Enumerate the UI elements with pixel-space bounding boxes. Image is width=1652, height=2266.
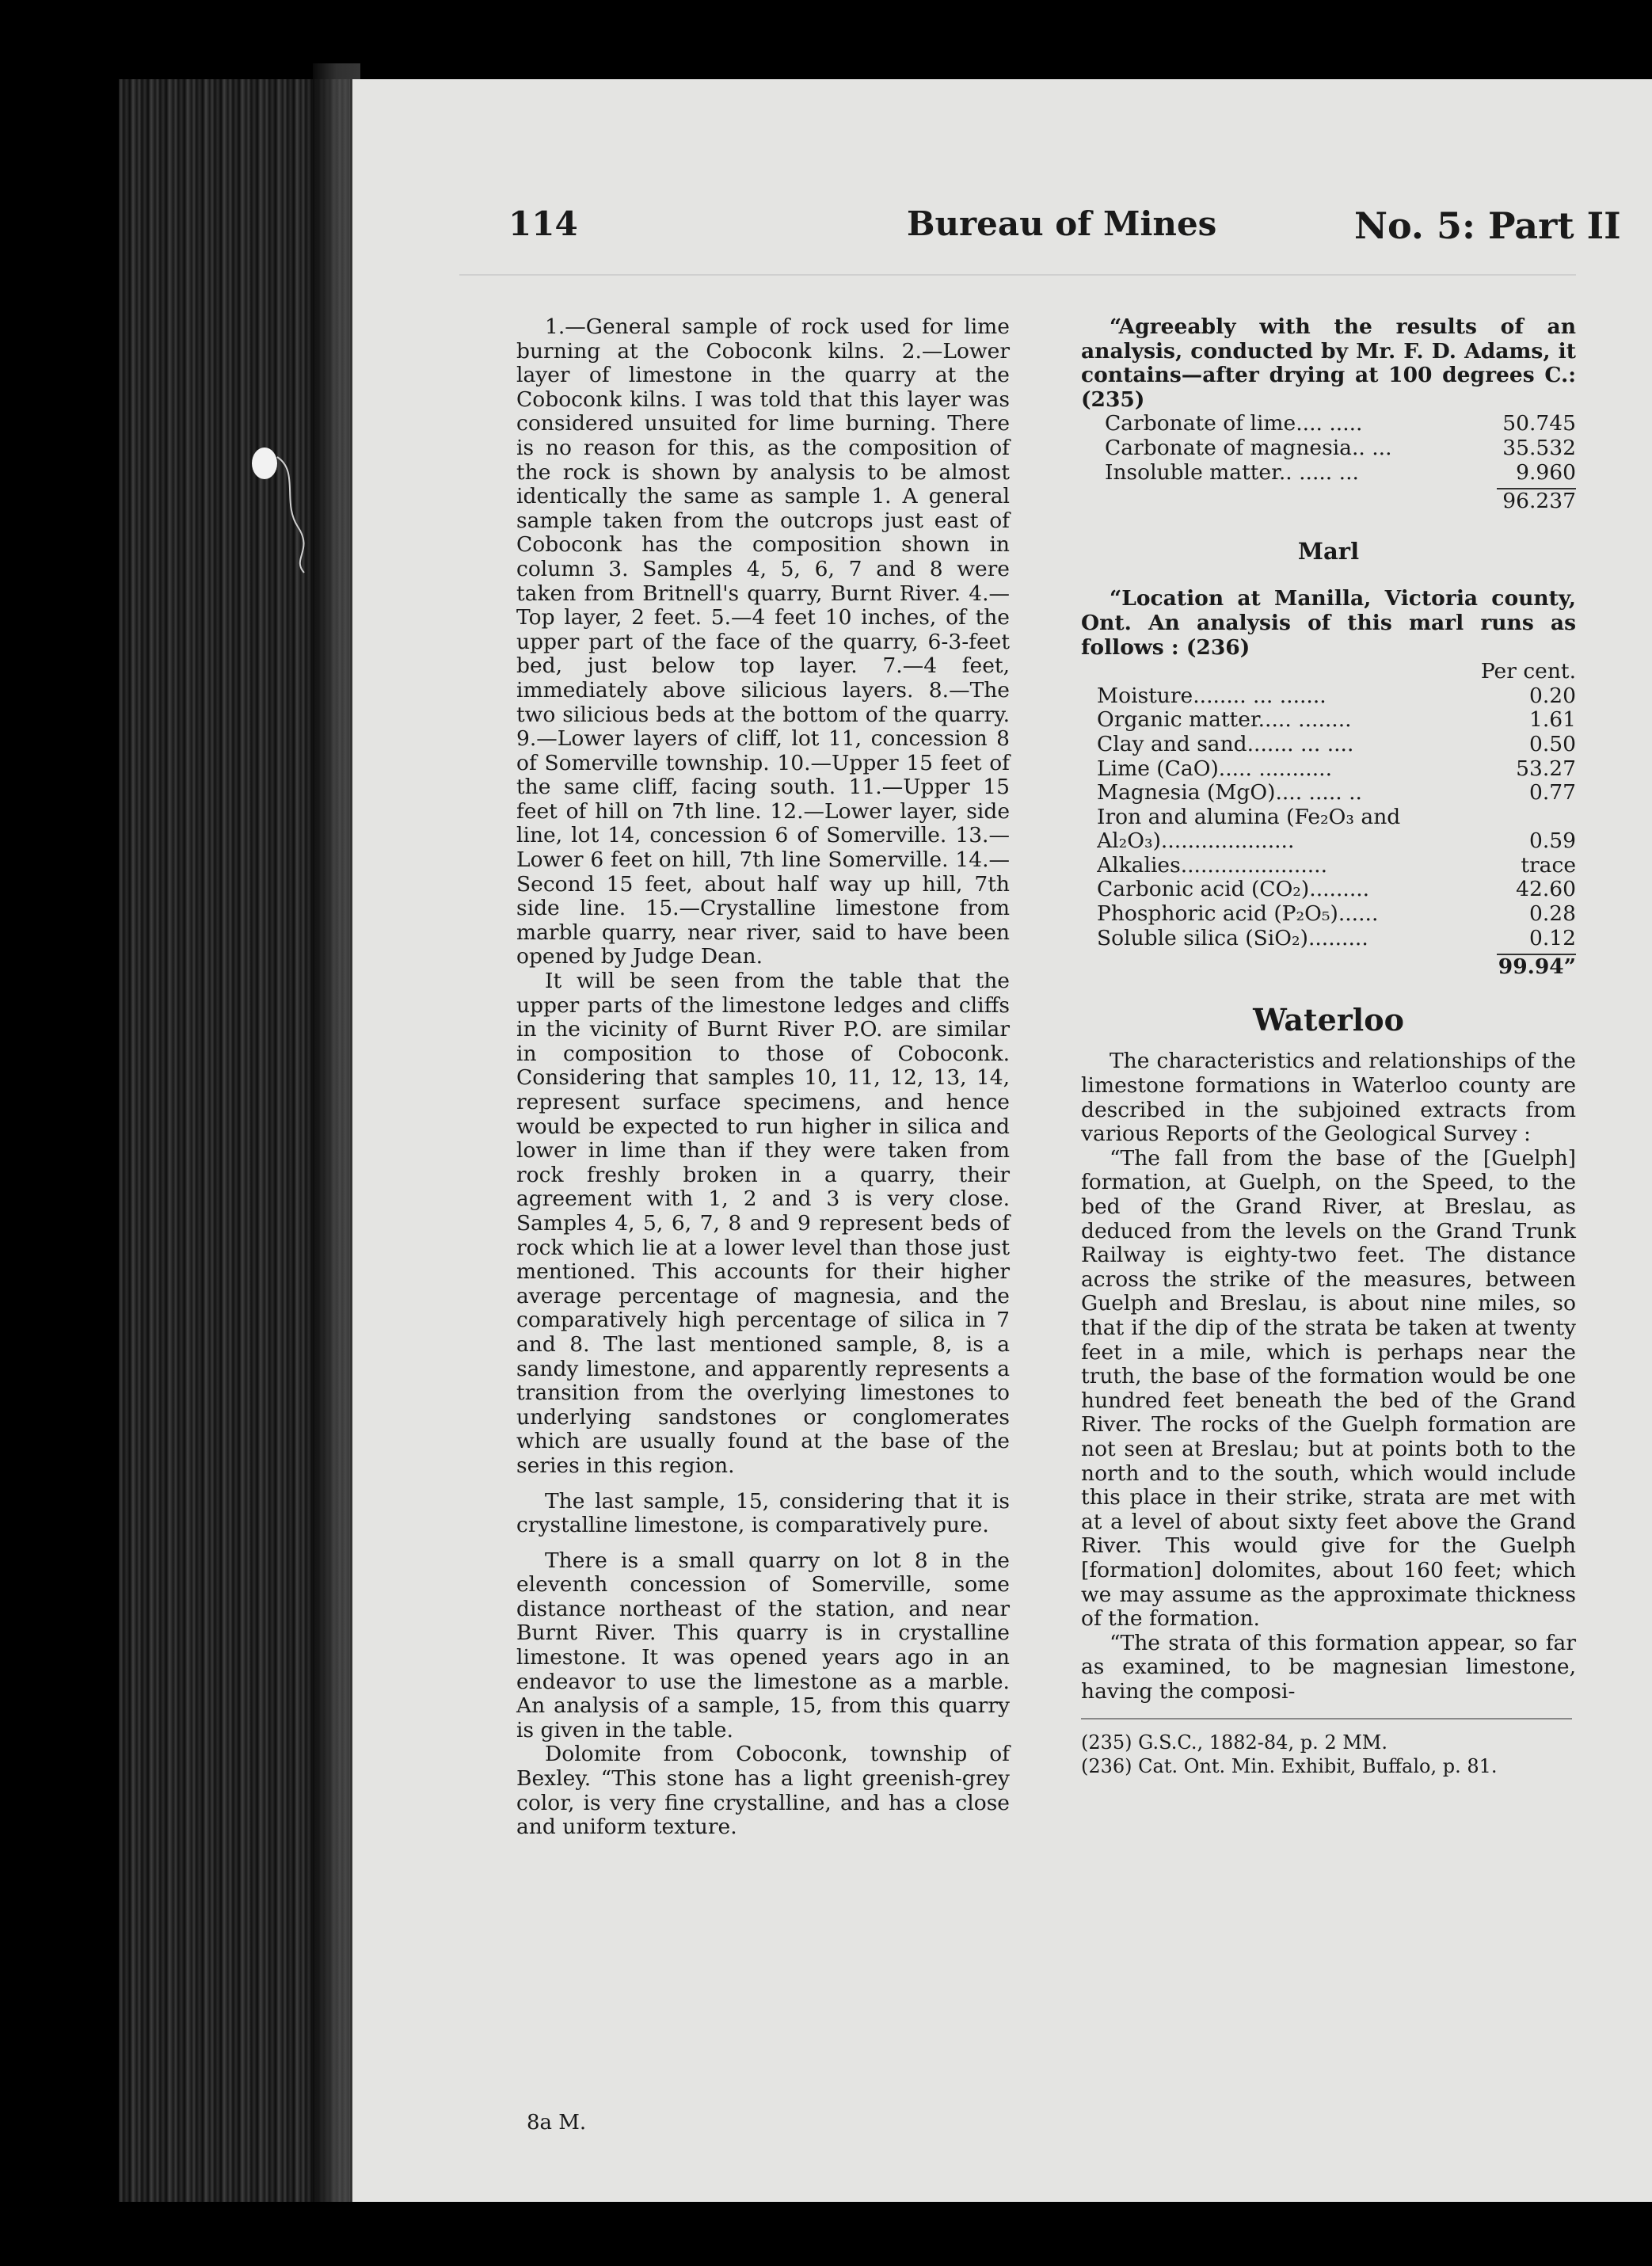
table-row <box>1097 733 1576 757</box>
table-row <box>1097 902 1576 927</box>
left-column <box>516 315 1010 1840</box>
row-label: Insoluble matter.. ..... ... <box>1105 460 1359 485</box>
row-label: Alkalies...................... <box>1097 853 1328 878</box>
comparison-paragraph: It will be seen from the table that the upper parts of the limestone ledges and cliffs in the vicinity of Burnt River P.O. are similar in composition to those of Coboconk. Considering that samples 10, 11, 12, 13, 14, represent surface specimens, and hence would be expected to run higher in silica and lower in lime than if they were taken from rock freshly broken in a quarry, their agreement with 1, 2 and 3 is very close. Samples 4, 5, 6, 7, 8 and 9 represent beds of rock which lie at a lower level than those just mentioned. This accounts for their higher average percentage of magnesia, and the comparatively high percentage of silica in 7 and 8. The last mentioned sample, 8, is a sandy limestone, and apparently represents a transition from the overlying limestones to underlying sandstones or conglomerates which are usually found at the base of the series in this region. <box>516 969 1010 1478</box>
table-row <box>1097 805 1576 830</box>
per-cent-header: Per cent. <box>1480 659 1576 684</box>
row-label: Lime (CaO)..... ........... <box>1097 756 1332 781</box>
part-label: No. 5: Part II <box>1354 204 1621 247</box>
row-label: Carbonate of lime.... ..... <box>1105 412 1363 436</box>
row-value: 35.532 <box>1502 435 1576 460</box>
row-label: Moisture........ ... ....... <box>1097 684 1327 708</box>
section-heading-waterloo: Waterloo <box>1253 1001 1404 1038</box>
analysis-intro: “Agreeably with the results of an analysis, conducted by Mr. F. D. Adams, it contains—after drying at 100 degrees C.: (235) <box>1081 314 1576 412</box>
row-label: Al₂O₃).................... <box>1097 829 1295 854</box>
guelph-quote-paragraph: “The fall from the base of the [Guelph] formation, at Guelph, on the Speed, to the bed of the Grand River, at Breslau, as deduced from the levels on the Grand Trunk Railway is eighty-two feet. The distance across the strike of the measures, between Guelph and Breslau, is about nine miles, so that if the dip of the strata be taken at twenty feet in a mile, which is perhaps near the truth, the base of the formation would be one hundred feet beneath the bed of the Grand River. The rocks of the Guelph formation are not seen at Breslau; but at points both to the north and to the south, which would include this place in their strike, strata are met with at a level of about sixty feet above the Grand River. This would give for the Guelph [formation] dolomites, about 160 feet; which we may assume as the approximate thickness of the formation. <box>1081 1145 1576 1632</box>
section-heading-marl: Marl <box>1297 537 1360 565</box>
footnote-rule <box>1081 1718 1572 1719</box>
signature-mark: 8a M. <box>527 2111 587 2135</box>
table-total: 99.94” <box>1498 954 1576 980</box>
dolomite-paragraph: Dolomite from Coboconk, township of Bexley. “This stone has a light greenish-grey color, is very fine crystalline, and has a close and uniform texture. <box>516 1742 1010 1840</box>
sample-descriptions-paragraph: 1.—General sample of rock used for lime burning at the Coboconk kilns. 2.—Lower layer of limestone in the quarry at the Coboconk kilns. I was told that this layer was considered unsuited for lime burning. There is no reason for this, as the composition of the rock is shown by analysis to be almost identically the same as sample 1. A general sample taken from the outcrops just east of Coboconk has the composition shown in column 3. Samples 4, 5, 6, 7 and 8 were taken from Britnell's quarry, Burnt River. 4.—Top layer, 2 feet. 5.—4 feet 10 inches, of the upper part of the face of the quarry, 6-3-feet bed, just below top layer. 7.—4 feet, immediately above silicious layers. 8.—The two silicious beds at the bottom of the quarry. 9.—Lower layers of cliff, lot 11, concession 8 of Somerville township. 10.—Upper 15 feet of the same cliff, facing south. 11.—Upper 15 feet of hill on 7th line. 12.—Lower layer, side line, lot 14, concession 6 of Somerville. 13.—Lower 6 feet on hill, 7th line Somerville. 14.—Second 15 feet, about half way up hill, 7th side line. 15.—Crystalline limestone from marble quarry, near river, said to have been opened by Judge Dean. <box>516 314 1010 969</box>
stray-thread <box>276 455 307 574</box>
row-label: Organic matter..... ........ <box>1097 708 1352 733</box>
waterloo-intro-paragraph: The characteristics and relationships of the limestone formations in Waterloo county are described in the subjoined extracts from various Reports of the Geological Survey : <box>1081 1049 1576 1147</box>
row-label: Soluble silica (SiO₂)......... <box>1097 926 1368 950</box>
sample-15-paragraph: The last sample, 15, considering that it is crystalline limestone, is comparatively pure. <box>516 1488 1010 1538</box>
right-column <box>1081 315 1576 1778</box>
footnote-236: (236) Cat. Ont. Min. Exhibit, Buffalo, p. 81. <box>1081 1755 1498 1778</box>
row-value: 9.960 <box>1516 459 1576 485</box>
table-row <box>1097 781 1576 805</box>
row-value: trace <box>1521 852 1576 878</box>
row-value: 1.61 <box>1528 707 1576 733</box>
table-row <box>1105 436 1576 461</box>
marl-analysis-table <box>1081 684 1576 980</box>
table-row <box>1097 878 1576 902</box>
row-value: 42.60 <box>1516 877 1576 902</box>
row-value: 0.77 <box>1528 780 1576 805</box>
table-row <box>1105 412 1576 436</box>
page-number: 114 <box>508 204 578 243</box>
row-value: 50.745 <box>1502 411 1576 436</box>
row-value: 0.28 <box>1528 901 1576 927</box>
row-label: Magnesia (MgO).... ..... .. <box>1097 781 1362 805</box>
footnote-235: (235) G.S.C., 1882-84, p. 2 MM. <box>1081 1731 1387 1754</box>
row-value: 0.20 <box>1528 683 1576 708</box>
row-label: Clay and sand....... ... .... <box>1097 732 1354 756</box>
running-title: Bureau of Mines <box>907 204 1217 243</box>
row-label: Phosphoric acid (P₂O₅)...... <box>1097 902 1379 927</box>
table-row <box>1097 927 1576 951</box>
table-row <box>1097 708 1576 733</box>
row-value: 53.27 <box>1516 756 1576 781</box>
table-row <box>1097 854 1576 878</box>
dolomite-analysis-table <box>1081 412 1576 513</box>
table-row <box>1097 829 1576 854</box>
header-rule <box>459 274 1576 276</box>
table-total: 96.237 <box>1502 489 1576 514</box>
table-row <box>1097 684 1576 709</box>
row-label: Iron and alumina (Fe₂O₃ and <box>1097 805 1401 829</box>
marble-quarry-paragraph: There is a small quarry on lot 8 in the eleventh concession of Somerville, some distance northeast of the station, and near Burnt River. This quarry is in crystalline limestone. It was opened years ago in an endeavor to use the limestone as a marble. An analysis of a sample, 15, from this quarry is given in the table. <box>516 1548 1010 1742</box>
row-value: 0.12 <box>1528 925 1576 950</box>
row-label: Carbonate of magnesia.. ... <box>1105 436 1392 460</box>
table-row <box>1097 757 1576 782</box>
strata-paragraph: “The strata of this formation appear, so far as examined, to be magnesian limestone, having the composi- <box>1081 1630 1576 1704</box>
paper-blemish <box>252 447 277 479</box>
row-label: Carbonic acid (CO₂)......... <box>1097 878 1370 902</box>
row-value: 0.59 <box>1528 828 1576 854</box>
marl-intro: “Location at Manilla, Victoria county, Ont. An analysis of this marl runs as follows : (236) <box>1081 586 1576 660</box>
row-value: 0.50 <box>1528 731 1576 756</box>
table-row <box>1105 461 1576 486</box>
